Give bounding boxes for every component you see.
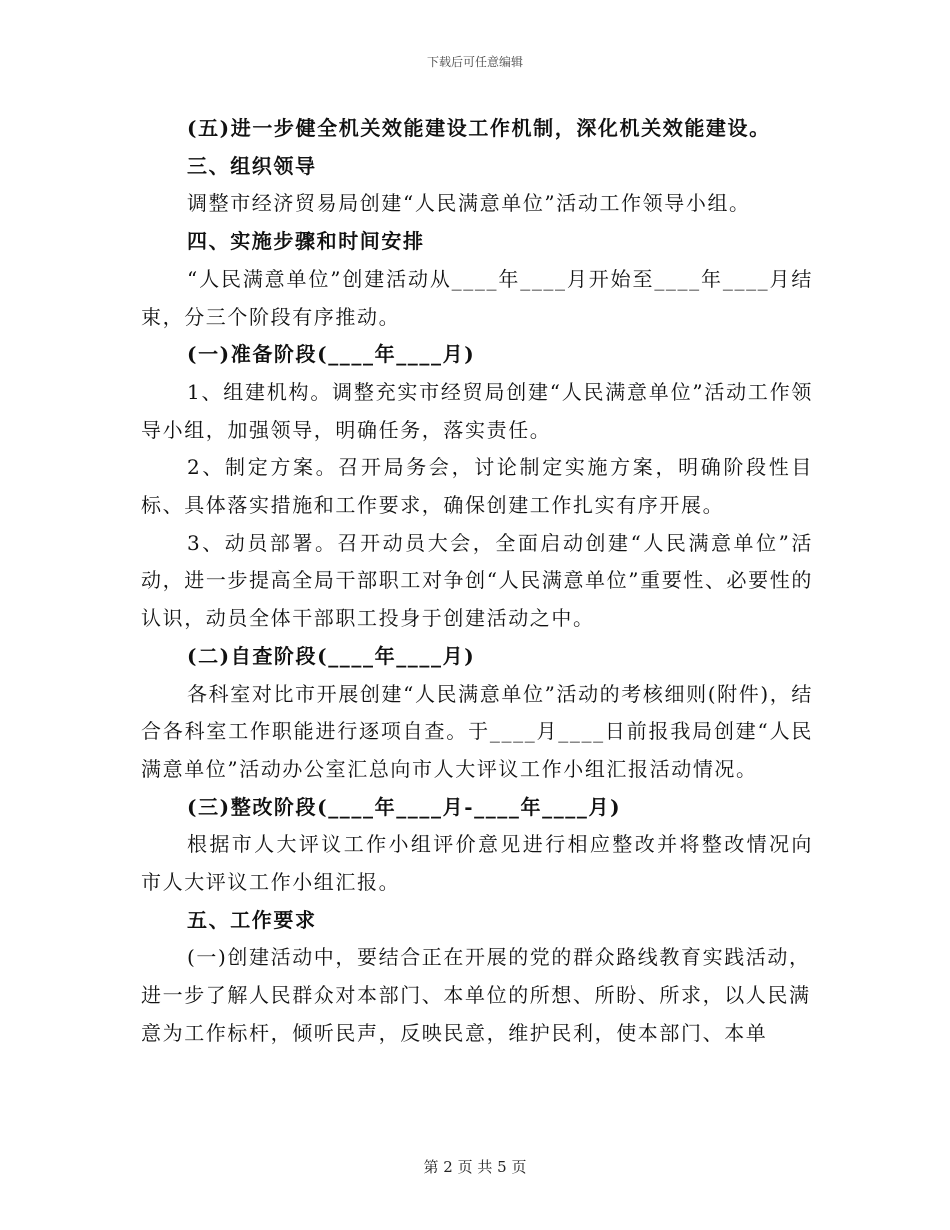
heading-preparation-stage: (一)准备阶段(____年____月) [187, 342, 476, 367]
paragraph-leadership-group: 调整市经济贸易局创建“人民满意单位”活动工作领导小组。 [187, 191, 751, 216]
paragraph-make-plan: 2、制定方案。召开局务会，讨论制定实施方案，明确阶段性目标、具体落实措施和工作要求，确保创建工作扎实有序开展。 [141, 455, 813, 518]
paragraph-activity-schedule: “人民满意单位”创建活动从____年____月开始至____年____月结束，分三个阶段有序推动。 [141, 266, 813, 329]
document-body [141, 110, 813, 1053]
paragraph-section-5-mechanism: (五)进一步健全机关效能建设工作机制，深化机关效能建设。 [187, 116, 771, 140]
heading-implementation-steps: 四、实施步骤和时间安排 [187, 229, 425, 254]
page-header-note: 下载后可任意编辑 [426, 55, 523, 69]
heading-self-check-stage: (二)自查阶段(____年____月) [187, 643, 476, 668]
paragraph-rectification: 根据市人大评议工作小组评价意见进行相应整改并将整改情况向市人大评议工作小组汇报。 [141, 832, 813, 895]
paragraph-requirement-1: (一)创建活动中，要结合正在开展的党的群众路线教育实践活动，进一步了解人民群众对本部门、本单位的所想、所盼、所求，以人民满意为工作标杆，倾听民声，反映民意，维护民利，使本部门、本单 [141, 945, 811, 1045]
heading-organization-leadership: 三、组织领导 [187, 153, 317, 178]
page-number-footer: 第 2 页 共 5 页 [423, 1158, 527, 1176]
paragraph-mobilization: 3、动员部署。召开动员大会，全面启动创建“人民满意单位”活动，进一步提高全局干部职工对争创“人民满意单位”重要性、必要性的认识，动员全体干部职工投身于创建活动之中。 [141, 530, 813, 631]
paragraph-build-organization: 1、组建机构。调整充实市经贸局创建“人民满意单位”活动工作领导小组，加强领导，明确任务，落实责任。 [141, 379, 813, 442]
heading-work-requirements: 五、工作要求 [187, 907, 317, 932]
heading-rectification-stage: (三)整改阶段(____年____月-____年____月) [187, 794, 622, 819]
paragraph-self-check: 各科室对比市开展创建“人民满意单位”活动的考核细则(附件)，结合各科室工作职能进行逐项自查。于____月____日前报我局创建“人民满意单位”活动办公室汇总向市人大评议工作小组汇报活动情况。 [141, 681, 813, 781]
